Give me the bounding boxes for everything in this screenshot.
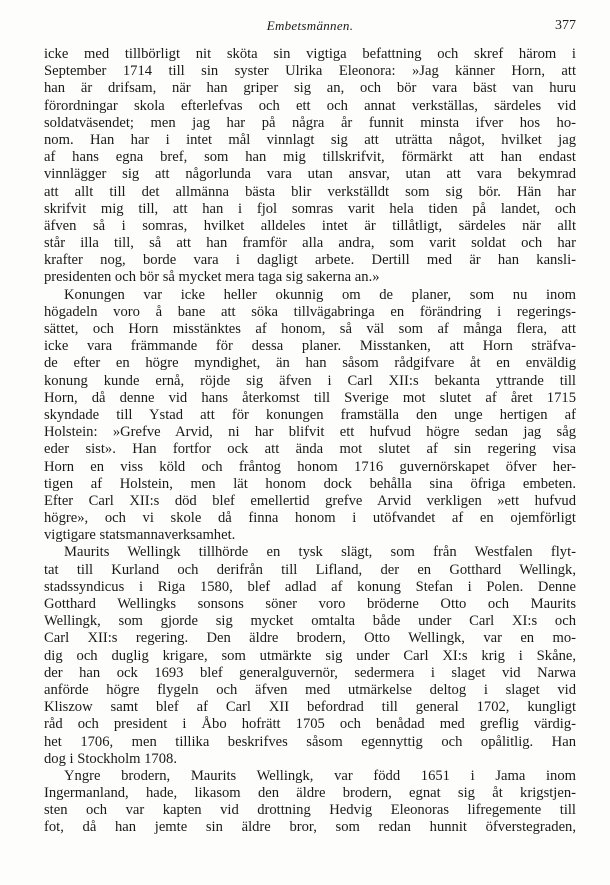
text-line: icke vara främmande för dessa planer. Misstanken, att Horn sträfva- [44, 338, 576, 355]
text-line: icke med tillbörligt nit sköta sin vigtiga befattning och skref härom i [44, 46, 576, 62]
text-line: stadssyndicus i Riga 1580, blef adlad af konung Stefan i Polen. Denne [44, 578, 576, 595]
text-line: Horn en viss köld och fråntog honom 1716 guvernörskapet öfver her- [44, 458, 576, 475]
text-line: dog i Stockholm 1708. [44, 750, 177, 767]
text-line: presidenten och bör så mycket mera taga sig sakerna an.» [44, 269, 380, 286]
paragraph [44, 768, 576, 837]
text-line: sättet, och Horn misstänktes af honom, så väl som af många flera, att [44, 321, 576, 337]
body-text [44, 46, 576, 837]
text-line: der han ock 1693 blef generalguvernör, sedermera i slaget vid Narwa [44, 664, 576, 681]
running-head [44, 18, 576, 40]
text-line: att allt till det allmänna bästa blir verkställdt som sig bör. Hän har [44, 183, 576, 200]
text-line: af hans egna bref, som han mig tillskrifvit, förmärkt att han endast [44, 149, 576, 166]
text-line: råd och president i Åbo hofrätt 1705 och benådad med greflig värdig- [44, 716, 576, 733]
text-line: Horn, då denne vid hans återkomst till Sverige mot slutet af året 1715 [44, 389, 576, 406]
text-line: sten och var kapten vid drottning Hedvig Eleonoras lifregemente till [44, 802, 576, 819]
text-line: skyndade till Ystad att för konungen framställa den unge hertigen af [44, 406, 576, 423]
text-line: anförde högre flygeln och äfven med utmärkelse deltog i slaget vid [44, 681, 576, 698]
text-line: Ingermanland, hade, likasom den äldre brodern, egnat sig åt krigstjen- [44, 785, 576, 802]
text-line: het 1706, men tillika beskrifves såsom egennyttig och opålitlig. Han [44, 733, 576, 750]
page-number: 377 [555, 18, 576, 33]
text-line: Wellingk, som gjorde sig mycket omtalta både under Carl XI:s och [44, 613, 576, 630]
text-line: fot, då han jemte sin äldre bror, som redan hunnit öfverstegraden, [44, 819, 576, 836]
text-line: vigtigare statsmannaverksamhet. [44, 527, 236, 544]
text-line: soldatväsendet; men jag har på några år funnit minsta ifver hos ho- [44, 114, 576, 131]
text-line: högre», och vi skole då finna honom i utöfvandet af en ojemförligt [44, 510, 576, 527]
text-line: tigen af Holstein, men lät honom dock behålla sina öfriga embeten. [44, 475, 576, 492]
text-line: skrifvit mig till, att han i fjol somras varit hela tiden på landet, och [44, 200, 576, 217]
running-title: Embetsmännen. [266, 18, 354, 33]
text-line: konung kunde ernå, röjde sig äfven i Carl XII:s bekanta yttrande till [44, 372, 576, 389]
text-line: September 1714 till sin syster Ulrika Eleonora: »Jag känner Horn, att [44, 63, 576, 80]
text-line: tat till Kurland och derifrån till Lifland, der en Gotthard Wellingk, [44, 561, 576, 578]
text-line: Carl XII:s regering. Den äldre brodern, Otto Wellingk, var en mo- [44, 630, 576, 647]
paragraph [44, 46, 576, 287]
text-line: han är drifsam, när han griper sig an, och bör vara bäst van huru [44, 80, 576, 97]
paragraph [44, 544, 576, 767]
text-line: Kliszow samt blef af Carl XII befordrad till general 1702, kungligt [44, 699, 576, 716]
text-line: Gotthard Wellingks sonsons söner voro bröderne Otto och Maurits [44, 596, 576, 612]
text-line: eder sist». Han fortfor ock att ända mot slutet af sin regering visa [44, 441, 576, 458]
text-line: Holstein: »Grefve Arvid, ni har blifvit ett hufvud högre sedan jag såg [44, 424, 576, 441]
text-line: äfven så i somras, hvilket alldeles intet är tillåtligt, särdeles när allt [44, 217, 576, 234]
text-line: de efter en högre myndighet, än han såsom rådgifvare åt en enväldig [44, 355, 576, 372]
paragraph [44, 287, 576, 545]
text-line: vinnlägger sig att någorlunda vara utan ansvar, utan att vara bekymrad [44, 166, 576, 183]
text-line: Efter Carl XII:s död blef emellertid grefve Arvid verkligen »ett hufvud [44, 492, 576, 509]
text-line: Konungen var icke heller okunnig om de planer, som nu inom [64, 286, 576, 303]
text-line: Maurits Wellingk tillhörde en tysk slägt, som från Westfalen flyt- [64, 544, 576, 561]
text-line: står illa till, så att han framför alla andra, som varit soldat och har [44, 235, 576, 252]
text-line: dig och duglig krigare, som utmärkte sig under Carl XI:s krig i Skåne, [44, 647, 576, 664]
text-line: förordningar skola efterlefvas och ett och annat verkställas, särdeles vid [44, 97, 576, 114]
text-line: Yngre brodern, Maurits Wellingk, var född 1651 i Jama inom [64, 767, 576, 784]
text-line: nom. Han har i intet mål vinnlagt sig att uträtta något, hvilket jag [44, 131, 576, 148]
text-line: krafter nog, borde vara i dagligt arbete. Dertill med är han kansli- [44, 252, 576, 269]
text-line: högadeln voro å bane att söka tillvägabringa en förändring i regerings- [44, 303, 576, 320]
